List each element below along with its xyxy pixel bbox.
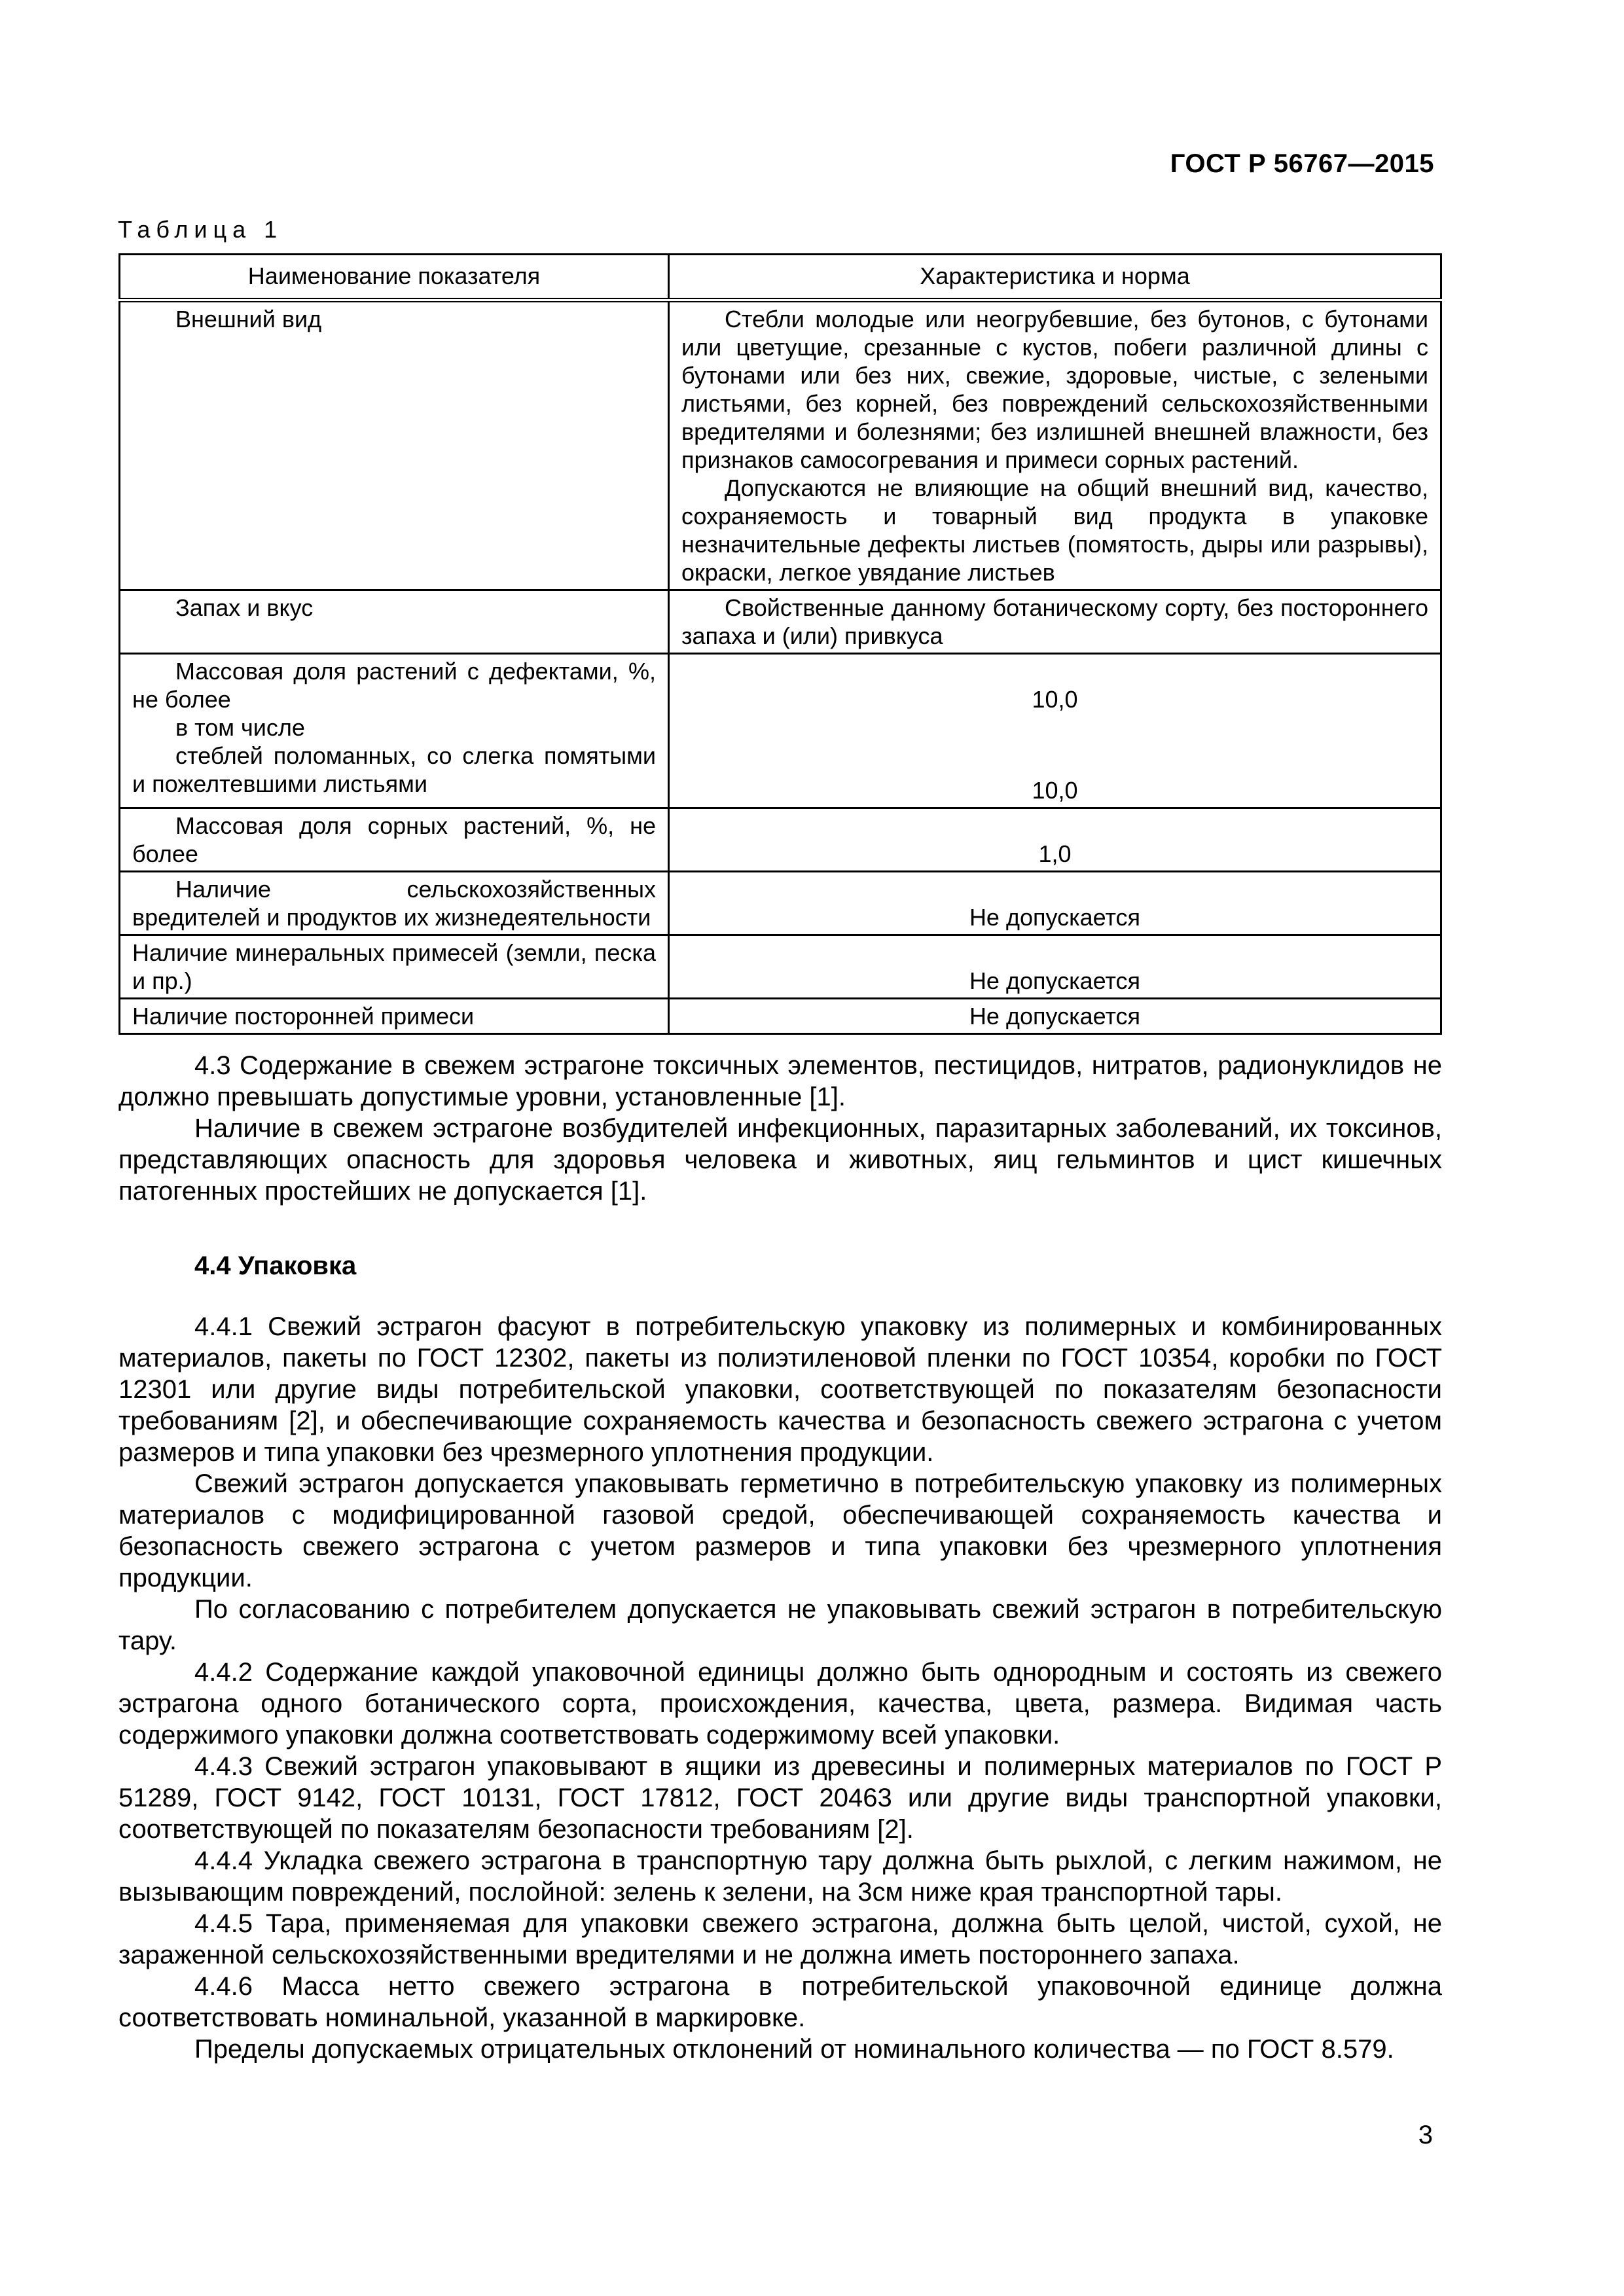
standard-code: ГОСТ Р 56767—2015 [1170, 149, 1434, 178]
norm-cell: Свойственные данному ботаническому сорту, без постороннего запаха и (или) привкуса [669, 590, 1441, 654]
paragraph: 4.4.4 Укладка свежего эстрагона в транспортную тару должна быть рыхлой, с легким нажимом, не вызывающим повреждений, послойной: зелень к зелени, на 3см ниже края транспортной тары. [118, 1846, 1442, 1907]
column-header-indicator: Наименование показателя [120, 255, 669, 300]
indicator-cell: Запах и вкус [120, 590, 669, 654]
paragraph: Наличие в свежем эстрагоне возбудителей инфекционных, паразитарных заболеваний, их токсинов, представляющих опасность для здоровья человека и животных, яиц гельминтов и цист кишечных патогенных простейших не допускается [1]. [118, 1114, 1442, 1206]
table-row [120, 590, 1441, 654]
indicator-line: в том числе [175, 714, 305, 741]
norm-cell: 1,0 [669, 808, 1441, 872]
table-row [120, 300, 1441, 590]
norm-paragraph: Стебли молодые или неогрубевшие, без бутонов, с бутонами или цветущие, срезанные с кустов, побеги различной длины с бутонами или без них, свежие, здоровые, чистые, с зелеными листьями, без корней, без повреждений сельскохозяйственными вредителями и болезнями; без излишней внешней влажности, без признаков самосогревания и примеси сорных растений. [681, 306, 1428, 473]
paragraph: Пределы допускаемых отрицательных отклонений от номинального количества — по ГОСТ 8.579. [194, 2035, 1394, 2064]
norm-value: 10,0 [1032, 777, 1078, 804]
table-row [120, 999, 1441, 1034]
indicator-cell: Наличие посторонней примеси [120, 999, 669, 1034]
paragraph: 4.4.3 Свежий эстрагон упаковывают в ящики из древесины и полимерных материалов по ГОСТ Р 51289, ГОСТ 9142, ГОСТ 10131, ГОСТ 17812, ГОСТ 20463 или другие виды транспортной упаковки, соответствующей по показателям безопасности требованиям [2]. [118, 1752, 1442, 1844]
paragraph: 4.4.1 Свежий эстрагон фасуют в потребительскую упаковку из полимерных и комбинированных материалов, пакеты по ГОСТ 12302, пакеты из полиэтиленовой пленки по ГОСТ 10354, коробки по ГОСТ 12301 или другие виды потребительской упаковки, соответствующей по показателям безопасности требованиям [2], и обеспечивающие сохраняемость качества и безопасность свежего эстрагона с учетом размеров и типа упаковки без чрезмерного уплотнения продукции. [118, 1312, 1442, 1467]
table-caption: Таблица 1 [118, 216, 283, 243]
norm-cell: Не допускается [669, 999, 1441, 1034]
norm-cell [669, 300, 1441, 590]
norm-cell: Не допускается [669, 872, 1441, 935]
indicator-line: Массовая доля растений с дефектами, %, не более [132, 658, 656, 713]
section-4-4 [118, 1311, 1442, 2065]
indicator-cell: Наличие минеральных примесей (земли, песка и пр.) [120, 935, 669, 999]
table-row [120, 935, 1441, 999]
section-4-3 [118, 1050, 1442, 1207]
table-row [120, 808, 1441, 872]
table-header-row [120, 255, 1441, 300]
paragraph: 4.4.6 Масса нетто свежего эстрагона в потребительской упаковочной единице должна соответствовать номинальной, указанной в маркировке. [118, 1972, 1442, 2032]
norm-paragraph: Допускаются не влияющие на общий внешний вид, качество, сохраняемость и товарный вид продукта в упаковке незначительные дефекты листьев (помятость, дыры или разрывы), окраски, легкое увядание листьев [681, 475, 1428, 586]
paragraph: 4.4.5 Тара, применяемая для упаковки свежего эстрагона, должна быть целой, чистой, сухой, не зараженной сельскохозяйственными вредителями и не должна иметь постороннего запаха. [118, 1909, 1442, 1969]
column-header-norm: Характеристика и норма [669, 255, 1441, 300]
paragraph: По согласованию с потребителем допускается не упаковывать свежий эстрагон в потребительскую тару. [118, 1595, 1442, 1655]
specification-table [118, 253, 1442, 1035]
section-heading: 4.4 Упаковка [194, 1251, 357, 1280]
indicator-line: стеблей поломанных, со слегка помятыми и пожелтевшими листьями [132, 742, 656, 797]
indicator-cell: Массовая доля сорных растений, %, не более [120, 808, 669, 872]
page-number: 3 [1418, 2121, 1433, 2149]
table-row [120, 872, 1441, 935]
table-row [120, 654, 1441, 808]
paragraph: 4.3 Содержание в свежем эстрагоне токсичных элементов, пестицидов, нитратов, радионуклидов не должно превышать допустимые уровни, установленные [1]. [118, 1051, 1442, 1111]
norm-value: 10,0 [1032, 686, 1078, 713]
indicator-cell: Наличие сельскохозяйственных вредителей и продуктов их жизнедеятельности [120, 872, 669, 935]
norm-cell [669, 654, 1441, 808]
indicator-cell [120, 654, 669, 808]
paragraph: 4.4.2 Содержание каждой упаковочной единицы должно быть однородным и состоять из свежего эстрагона одного ботанического сорта, происхождения, качества, цвета, размера. Видимая часть содержимого упаковки должна соответствовать содержимому всей упаковки. [118, 1658, 1442, 1749]
paragraph: Свежий эстрагон допускается упаковывать герметично в потребительскую упаковку из полимерных материалов с модифицированной газовой средой, обеспечивающей сохраняемость качества и безопасность свежего эстрагона с учетом размеров и типа упаковки без чрезмерного уплотнения продукции. [118, 1469, 1442, 1592]
indicator-cell: Внешний вид [120, 300, 669, 590]
norm-cell: Не допускается [669, 935, 1441, 999]
